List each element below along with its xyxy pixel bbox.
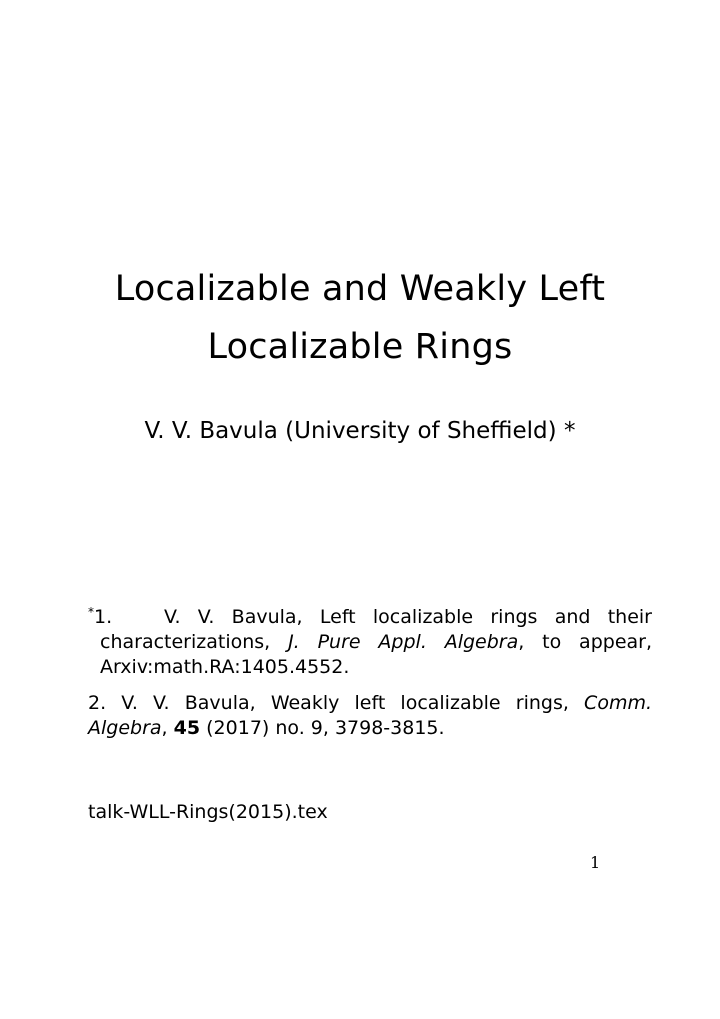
reference-1-journal: J. Pure Appl. Algebra — [288, 631, 519, 653]
reference-2 — [88, 691, 652, 741]
reference-1-number: 1. — [94, 606, 113, 628]
reference-2-volume: 45 — [173, 717, 201, 739]
reference-1-line-2 — [100, 630, 652, 655]
reference-1-title-end: characterizations, — [100, 631, 271, 653]
reference-1-status: , to appear, — [518, 631, 653, 653]
footnote-marker: * — [88, 605, 94, 619]
author-line: V. V. Bavula (University of Sheffield) * — [144, 418, 576, 444]
reference-1-arxiv: Arxiv:math.RA:1405.4552. — [100, 656, 350, 678]
reference-2-journal-part2: Algebra — [88, 717, 162, 739]
reference-1-line-1 — [88, 600, 652, 630]
reference-2-rest: (2017) no. 9, 3798-3815. — [206, 717, 445, 739]
reference-2-journal-part1: Comm. — [584, 692, 652, 714]
title-line-1: Localizable and Weakly Left — [114, 269, 606, 309]
reference-1-author: V. V. Bavula, — [163, 606, 303, 628]
reference-1 — [88, 600, 652, 680]
reference-2-line-1 — [88, 691, 652, 716]
reference-1-title: Left localizable rings and their — [319, 606, 652, 628]
page-number: 1 — [590, 853, 601, 872]
title-line-2: Localizable Rings — [207, 327, 513, 367]
source-filename: talk-WLL-Rings(2015).tex — [88, 801, 328, 823]
reference-2-line-2: Algebra, 45 (2017) no. 9, 3798-3815. — [88, 717, 445, 739]
reference-2-text: 2. V. V. Bavula, Weakly left localizable rings, — [88, 692, 569, 714]
